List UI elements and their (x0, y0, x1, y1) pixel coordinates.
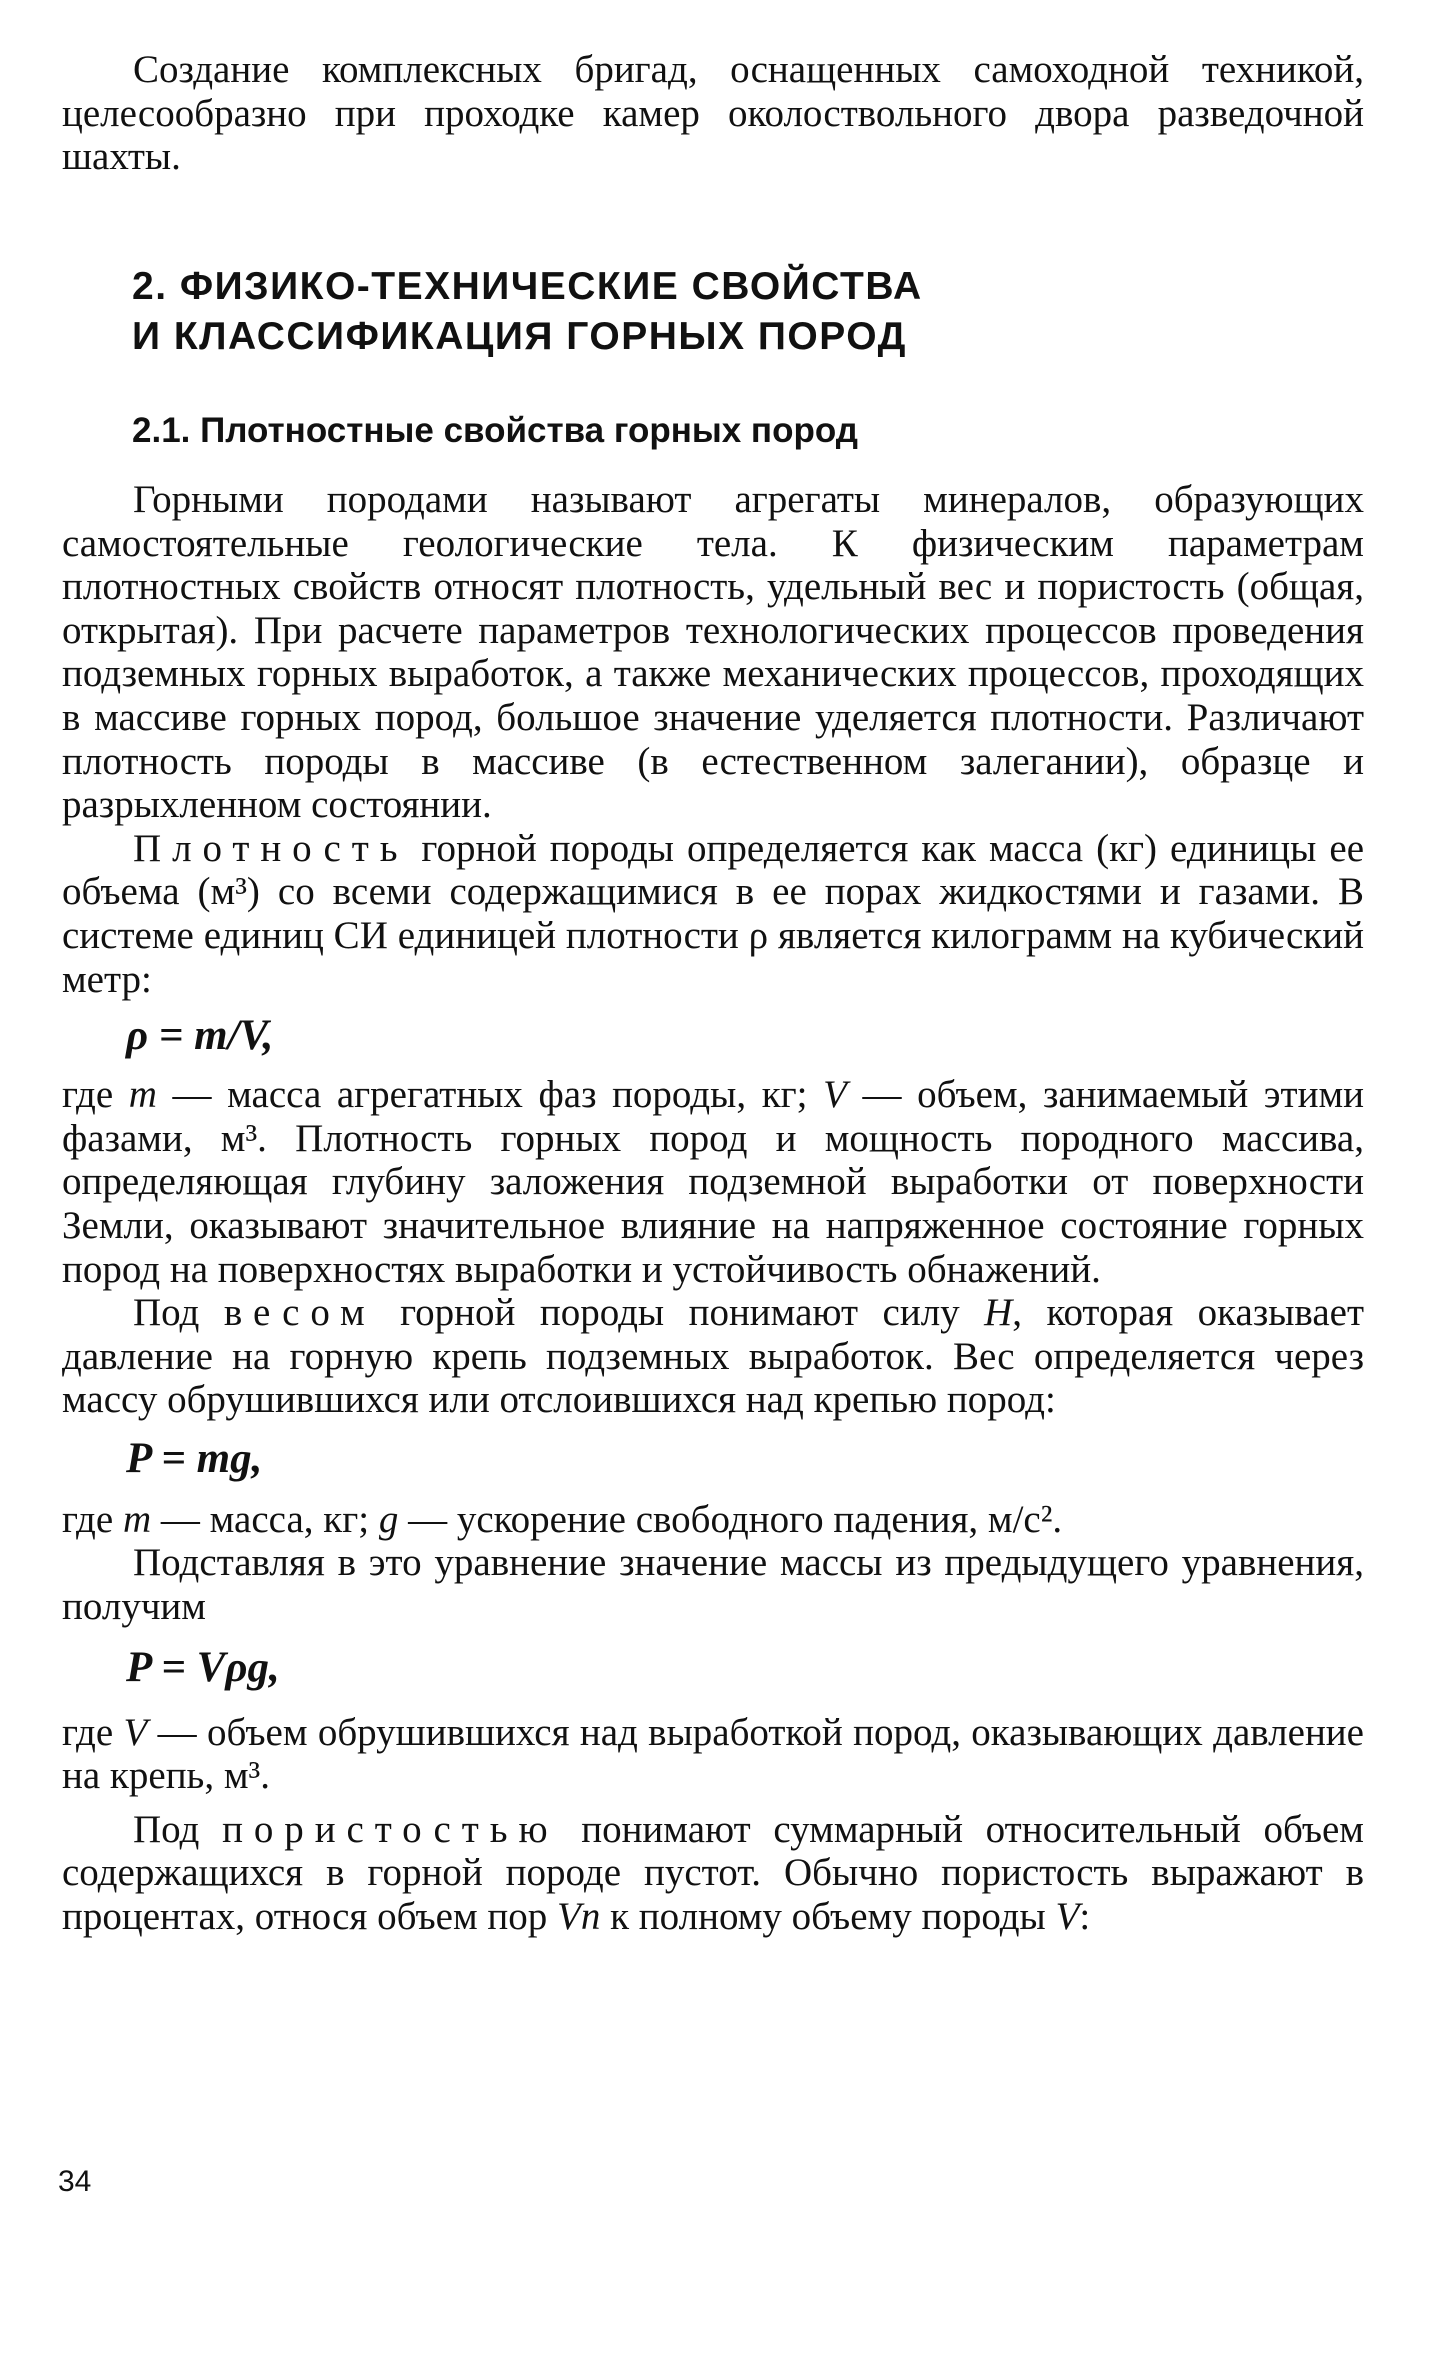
paragraph-substitution: Подставляя в это уравнение значение массы из предыдущего уравнения, получим (62, 1541, 1364, 1629)
paragraph-density-text: горной породы определяется как масса (кг) единицы ее объема (м³) со всеми содержащимися в ее порах жидкостями и газами. В системе единиц СИ единицей плотности ρ является килограмм на кубический метр: (62, 826, 1364, 1001)
text-colon: : (1079, 1895, 1091, 1939)
text-under-2: Под (133, 1807, 223, 1851)
symbol-g: g (378, 1497, 399, 1541)
symbol-V-3: V (1055, 1895, 1080, 1939)
paragraph-rock-definition: Горными породами называют агрегаты минералов, образующих самостоятельные геологические тела. К физическим параметрам плотностных свойств относят плотность, удельный вес и пористость (общая, открытая). При расчете параметров технологических процессов проведения подземных горных выработок, а также механических процессов, проходящих в массиве горных пород, большое значение уделяется плотности. Различают плотность породы в массиве (в естественном залегании), образце и разрыхленном состоянии. (62, 478, 1364, 827)
symbol-m: m (128, 1073, 157, 1117)
paragraph-porosity (62, 1808, 1364, 1939)
text-under: Под (133, 1291, 224, 1335)
paragraph-weight (62, 1291, 1364, 1422)
subsection-heading: 2.1. Плотностные свойства горных пород (132, 411, 858, 450)
section-heading-line-1: 2. ФИЗИКО-ТЕХНИЧЕСКИЕ СВОЙСТВА (132, 265, 923, 308)
symbol-H: H (984, 1291, 1013, 1335)
body-text (62, 478, 1364, 1939)
text-gravity: — ускорение свободного падения, м/с². (398, 1497, 1063, 1541)
text-where-3: где (62, 1710, 124, 1754)
text-weight-def: горной породы понимают силу (375, 1291, 985, 1335)
paragraph-density (62, 827, 1364, 1001)
text-volume-def: — объем, занимаемый этими фазами, м³. Плотность горных пород и мощность породного массива, определяющая глубину заложения подземной выработки от поверхности Земли, оказывают значительное влияние на напряженное состояние горных пород на поверхностях выработки и устойчивость обнажений. (62, 1073, 1364, 1291)
intro-paragraph: Создание комплексных бригад, оснащенных самоходной техникой, целесообразно при проходке камер околоствольного двора разведочной шахты. (62, 48, 1364, 179)
formula-weight-volume: P = Vρg, (126, 1643, 280, 1691)
symbol-m-2: m (122, 1497, 152, 1541)
page-number: 34 (58, 2165, 92, 2198)
text-collapsed-volume: — объем обрушившихся над выработкой пород, оказывающих давление на крепь, м³. (62, 1710, 1364, 1798)
term-porosity: пористостью (222, 1807, 559, 1851)
text-where: где (62, 1073, 129, 1117)
term-weight: весом (223, 1291, 376, 1335)
formula-weight: P = mg, (126, 1434, 263, 1482)
paragraph-weight-explanation (62, 1498, 1364, 1542)
paragraph-density-explanation (62, 1073, 1364, 1291)
symbol-V-2: V (123, 1710, 148, 1754)
paragraph-volume-explanation (62, 1711, 1364, 1798)
symbol-V: V (823, 1073, 847, 1117)
text-porosity-rest: к полному объему породы (600, 1895, 1056, 1939)
formula-density: ρ = m/V, (126, 1012, 274, 1060)
text-mass-def: — масса агрегатных фаз породы, кг; (156, 1073, 824, 1117)
term-density: Плотность (133, 826, 409, 870)
text-weight-rest: , которая оказывает давление на горную крепь подземных выработок. Вес определяется через массу обрушившихся или отслоившихся над крепью пород: (62, 1291, 1364, 1422)
section-heading-line-2: И КЛАССИФИКАЦИЯ ГОРНЫХ ПОРОД (132, 315, 907, 358)
section-heading (132, 262, 923, 362)
text-where-2: где (62, 1497, 123, 1541)
text-mass-kg: — масса, кг; (151, 1497, 379, 1541)
intro-block (62, 48, 1364, 179)
symbol-Vp: Vп (557, 1895, 601, 1939)
text-porosity-def: понимают суммарный относительный объем содержащихся в горной породе пустот. Обычно пористость выражают в процентах, относя объем пор (62, 1807, 1364, 1939)
